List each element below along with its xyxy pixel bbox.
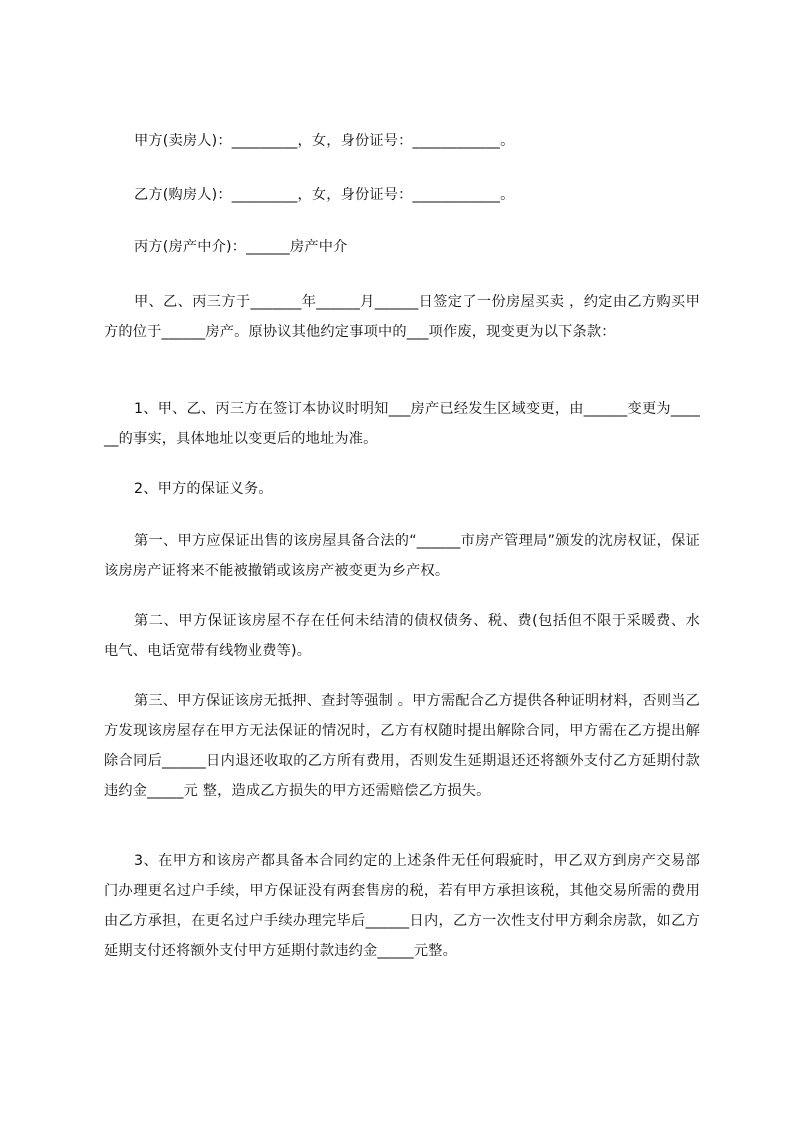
clause-2-item-3: 第三、甲方保证该房无抵押、查封等强制 。甲方需配合乙方提供各种证明材料，否则当乙方发现该房屋存在甲方无法保证的情况时，乙方有权随时提出解除合同，甲方需在乙方提出解除合同后______日内退还收取的乙方所有费用，否则发生延期退还还将额外支付乙方延期付款违约金_____元 整，造成乙方损失的甲方还需赔偿乙方损失。 bbox=[104, 693, 700, 799]
clause-3: 3、在甲方和该房产都具备本合同约定的上述条件无任何瑕疵时，甲乙双方到房产交易部门办理更名过户手续，甲方保证没有两套售房的税，若有甲方承担该税，其他交易所需的费用由乙方承担，在更名过户手续办理完毕后______日内，乙方一次性支付甲方剩余房款，如乙方延期支付还将额外支付甲方延期付款违约金_____元整。 bbox=[104, 853, 700, 959]
party-c-line: 丙方(房产中介)：______房产中介 bbox=[134, 239, 348, 255]
party-a-line: 甲方(卖房人)：_________，女，身份证号：____________。 bbox=[134, 133, 515, 149]
intro-paragraph: 甲、乙、丙三方于_______年______月______日签定了一份房屋买卖 ，约定由乙方购买甲方的位于______房产。原协议其他约定事项中的___项作废，现变更为以下条款： bbox=[104, 294, 700, 340]
clause-1: 1、甲、乙、丙三方在签订本协议时明知___房产已经发生区域变更，由______变更为______的事实，具体地址以变更后的地址为准。 bbox=[104, 401, 700, 447]
party-b-line: 乙方(购房人)：_________，女，身份证号：____________。 bbox=[134, 187, 515, 203]
clause-2-item-1: 第一、甲方应保证出售的该房屋具备合法的“______市房产管理局”颁发的沈房权证，保证该房房产证将来不能被撤销或该房产被变更为乡产权。 bbox=[104, 533, 700, 579]
clause-2-heading: 2、甲方的保证义务。 bbox=[134, 481, 273, 497]
clause-2-item-2: 第二、甲方保证该房屋不存在任何未结清的债权债务、税、费(包括但不限于采暖费、水电气、电话宽带有线物业费等)。 bbox=[104, 613, 700, 659]
